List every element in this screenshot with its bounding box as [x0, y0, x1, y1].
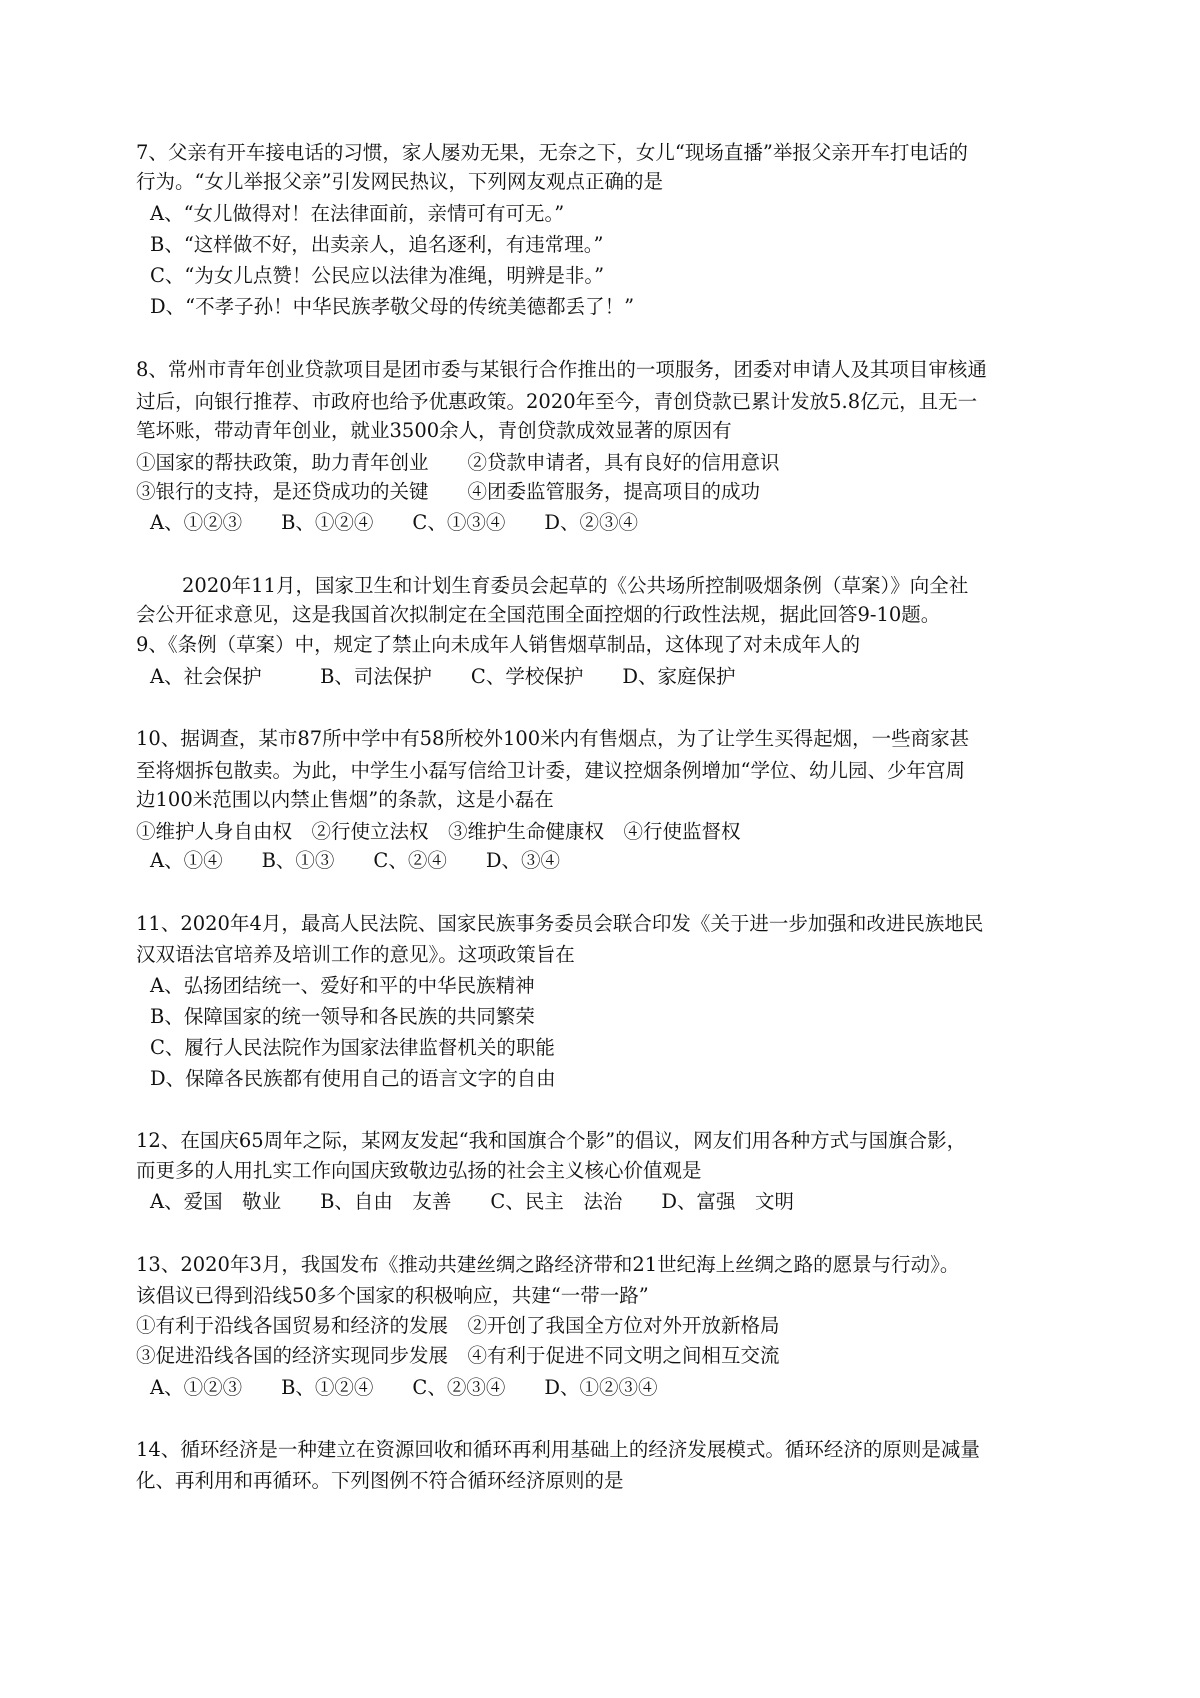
- q13-statements-line-1: ①有利于沿线各国贸易和经济的发展 ②开创了我国全方位对外开放新格局: [136, 1314, 780, 1337]
- q11-stem-line-2: 汉双语法官培养及培训工作的意见》。这项政策旨在: [136, 943, 575, 966]
- q13-options: A、①②③ B、①②④ C、②③④ D、①②③④: [150, 1376, 658, 1399]
- q10-stem-line-2: 至将烟拆包散卖。为此，中学生小磊写信给卫计委，建议控烟条例增加“学位、幼儿园、少年宫周: [136, 759, 965, 782]
- q8-stem-line-2: 过后，向银行推荐、市政府也给予优惠政策。2020年至今，青创贷款已累计发放5.8亿元，且无一: [136, 390, 978, 413]
- material-9-10-line-1: 2020年11月，国家卫生和计划生育委员会起草的《公共场所控制吸烟条例（草案）》向全社: [182, 574, 969, 597]
- q7-option-c: C、“为女儿点赞！公民应以法律为准绳，明辨是非。”: [150, 264, 605, 287]
- q10-statements: ①维护人身自由权 ②行使立法权 ③维护生命健康权 ④行使监督权: [136, 820, 741, 843]
- q11-option-d: D、保障各民族都有使用自己的语言文字的自由: [150, 1067, 556, 1090]
- q11-option-c: C、履行人民法院作为国家法律监督机关的职能: [150, 1036, 555, 1059]
- q7-stem-line-1: 7、父亲有开车接电话的习惯，家人屡劝无果，无奈之下，女儿“现场直播”举报父亲开车打电话的: [136, 141, 968, 164]
- q10-stem-line-3: 边100米范围以内禁止售烟”的条款，这是小磊在: [136, 788, 554, 811]
- q8-statements-line-1: ①国家的帮扶政策，助力青年创业 ②贷款申请者，具有良好的信用意识: [136, 451, 780, 474]
- q9-stem: 9、《条例（草案）中，规定了禁止向未成年人销售烟草制品，这体现了对未成年人的: [136, 633, 861, 656]
- q13-stem-line-1: 13、2020年3月，我国发布《推动共建丝绸之路经济带和21世纪海上丝绸之路的愿景与行动》。: [136, 1253, 960, 1276]
- q12-stem-line-2: 而更多的人用扎实工作向国庆致敬边弘扬的社会主义核心价值观是: [136, 1159, 702, 1182]
- q10-options: A、①④ B、①③ C、②④ D、③④: [150, 849, 560, 872]
- q13-stem-line-2: 该倡议已得到沿线50多个国家的积极响应，共建“一带一路”: [136, 1284, 649, 1307]
- q14-stem-line-1: 14、循环经济是一种建立在资源回收和循环再利用基础上的经济发展模式。循环经济的原则是减量: [136, 1438, 980, 1461]
- q12-stem-line-1: 12、在国庆65周年之际，某网友发起“我和国旗合个影”的倡议，网友们用各种方式与国旗合影，: [136, 1129, 967, 1152]
- q10-stem-line-1: 10、据调查，某市87所中学中有58所校外100米内有售烟点，为了让学生买得起烟，一些商家甚: [136, 727, 970, 750]
- q13-statements-line-2: ③促进沿线各国的经济实现同步发展 ④有利于促进不同文明之间相互交流: [136, 1344, 780, 1367]
- q7-option-b: B、“这样做不好，出卖亲人，追名逐利，有违常理。”: [150, 233, 604, 256]
- q14-stem-line-2: 化、再利用和再循环。下列图例不符合循环经济原则的是: [136, 1469, 624, 1492]
- q9-options: A、社会保护 B、司法保护 C、学校保护 D、家庭保护: [150, 665, 736, 688]
- q11-option-a: A、弘扬团结统一、爱好和平的中华民族精神: [150, 974, 535, 997]
- q8-stem-line-3: 笔坏账，带动青年创业，就业3500余人，青创贷款成效显著的原因有: [136, 419, 732, 442]
- q8-stem-line-1: 8、常州市青年创业贷款项目是团市委与某银行合作推出的一项服务，团委对申请人及其项目审核通: [136, 358, 987, 381]
- q7-stem-line-2: 行为。“女儿举报父亲”引发网民热议，下列网友观点正确的是: [136, 170, 663, 193]
- q12-options: A、爱国 敬业 B、自由 友善 C、民主 法治 D、富强 文明: [150, 1190, 794, 1213]
- q8-statements-line-2: ③银行的支持，是还贷成功的关键 ④团委监管服务，提高项目的成功: [136, 480, 761, 503]
- q7-option-d: D、“不孝子孙！中华民族孝敬父母的传统美德都丢了！”: [150, 295, 635, 318]
- q7-option-a: A、“女儿做得对！在法律面前，亲情可有可无。”: [150, 202, 565, 225]
- material-9-10-line-2: 会公开征求意见，这是我国首次拟制定在全国范围全面控烟的行政性法规，据此回答9-10题。: [136, 603, 941, 626]
- q11-stem-line-1: 11、2020年4月，最高人民法院、国家民族事务委员会联合印发《关于进一步加强和改进民族地民: [136, 912, 984, 935]
- q8-options: A、①②③ B、①②④ C、①③④ D、②③④: [150, 511, 638, 534]
- q11-option-b: B、保障国家的统一领导和各民族的共同繁荣: [150, 1005, 535, 1028]
